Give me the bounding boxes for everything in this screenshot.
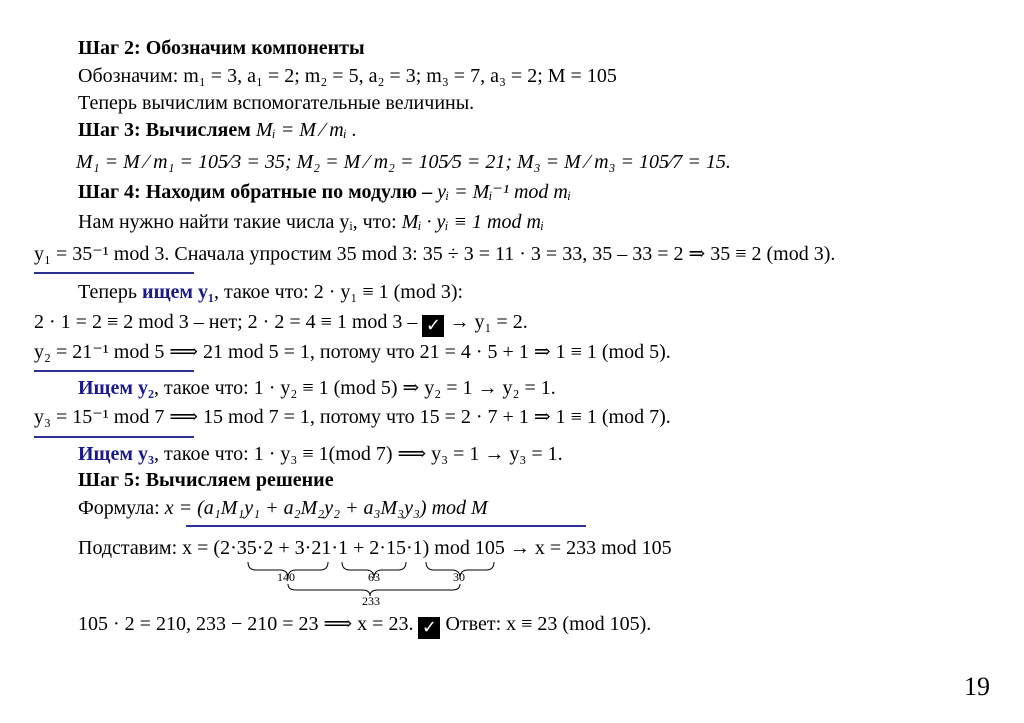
brace-label-233: 233 [362,594,380,608]
substitute-line [78,536,672,560]
mi-values-line: M₁ = M ∕ m₁ = 105∕3 = 35; M₂ = M ∕ m₂ = 105∕5 = 21; M₃ = M ∕ m₃ = 105∕7 = 15. [76,151,731,173]
substitute-expression: x = (2·35·2 + 3·21·1 + 2·15·1) mod 105 → x = 233 mod 105 [182,537,672,559]
y3-underline [34,436,194,438]
notation-line: Обозначим: m₁ = 3, a₁ = 2; m₂ = 5, a₂ = 3; m₃ = 7, a₃ = 2; M = 105 [78,65,617,87]
checkmark-icon: ✓ [422,315,444,337]
y1-line: y₁ = 35⁻¹ mod 3. Сначала упростим 35 mod 3: 35 ÷ 3 = 11 · 3 = 33, 35 – 33 = 2 ⇒ 35 ≡ 2 (mod 3). [34,243,836,265]
find-yi-line [78,210,544,234]
find-y2-highlight: Ищем y₂ [78,377,154,399]
find-y1-line [78,280,463,304]
answer-text: Ответ: x ≡ 23 (mod 105). [445,613,652,635]
formula-line [78,496,488,520]
y1-result: → y₁ = 2. [449,311,528,333]
step3-formula: Mᵢ = M ∕ mᵢ . [255,119,357,141]
y1-underline [34,272,194,274]
find-y3-line [78,442,563,466]
formula-underline [186,525,586,527]
find-y2-line [78,376,556,400]
aux-intro-line: Теперь вычислим вспомогательные величины. [78,92,475,114]
find-y3-post: , такое что: 1 · y₃ ≡ 1(mod 7) ⟹ y₃ = 1 → y₃ = 1. [153,443,563,465]
y1-trial-line [34,310,528,337]
step3-heading: Шаг 3: Вычисляем [78,119,251,141]
y3-line: y₃ = 15⁻¹ mod 7 ⟹ 15 mod 7 = 1, потому что 15 = 2 · 7 + 1 ⇒ 1 ≡ 1 (mod 7). [34,406,671,428]
brace-label-140: 140 [277,570,295,584]
answer-line [78,612,651,639]
formula-label: Формула: [78,497,160,519]
find-yi-formula: Mᵢ · yᵢ ≡ 1 mod mᵢ [401,211,545,233]
step4-formula: yᵢ = Mᵢ⁻¹ mod mᵢ [437,181,572,203]
page-number: 19 [964,672,990,701]
step2-heading: Шаг 2: Обозначим компоненты [78,37,365,59]
find-y1-highlight: ищем y₁ [142,281,214,303]
formula-expression: x = (a₁M₁y₁ + a₂M₂y₂ + a₃M₃y₃) mod M [164,497,488,519]
find-y2-post: , такое что: 1 · y₂ ≡ 1 (mod 5) ⇒ y₂ = 1 → y₂ = 1. [153,377,556,399]
step4-heading: Шаг 4: Находим обратные по модулю – [78,181,433,203]
step3-line [78,118,357,142]
brace-label-63: 63 [368,570,380,584]
brace-label-30: 30 [453,570,465,584]
y2-line: y₂ = 21⁻¹ mod 5 ⟹ 21 mod 5 = 1, потому что 21 = 4 · 5 + 1 ⇒ 1 ≡ 1 (mod 5). [34,341,671,363]
substitute-label: Подставим: [78,537,178,559]
find-y1-post: , такое что: 2 · y₁ ≡ 1 (mod 3): [213,281,464,303]
answer-calc: 105 · 2 = 210, 233 − 210 = 23 ⟹ x = 23. [78,613,414,635]
y2-underline [34,370,194,372]
step5-heading: Шаг 5: Вычисляем решение [78,469,334,491]
y1-trial-text: 2 · 1 = 2 ≡ 2 mod 3 – нет; 2 · 2 = 4 ≡ 1 mod 3 – [34,311,418,333]
find-y3-highlight: Ищем y₃ [78,443,154,465]
step4-line [78,180,571,204]
answer-checkmark-icon: ✓ [418,617,440,639]
find-y1-pre: Теперь [78,281,143,303]
find-yi-text: Нам нужно найти такие числа yᵢ, что: [78,211,397,233]
